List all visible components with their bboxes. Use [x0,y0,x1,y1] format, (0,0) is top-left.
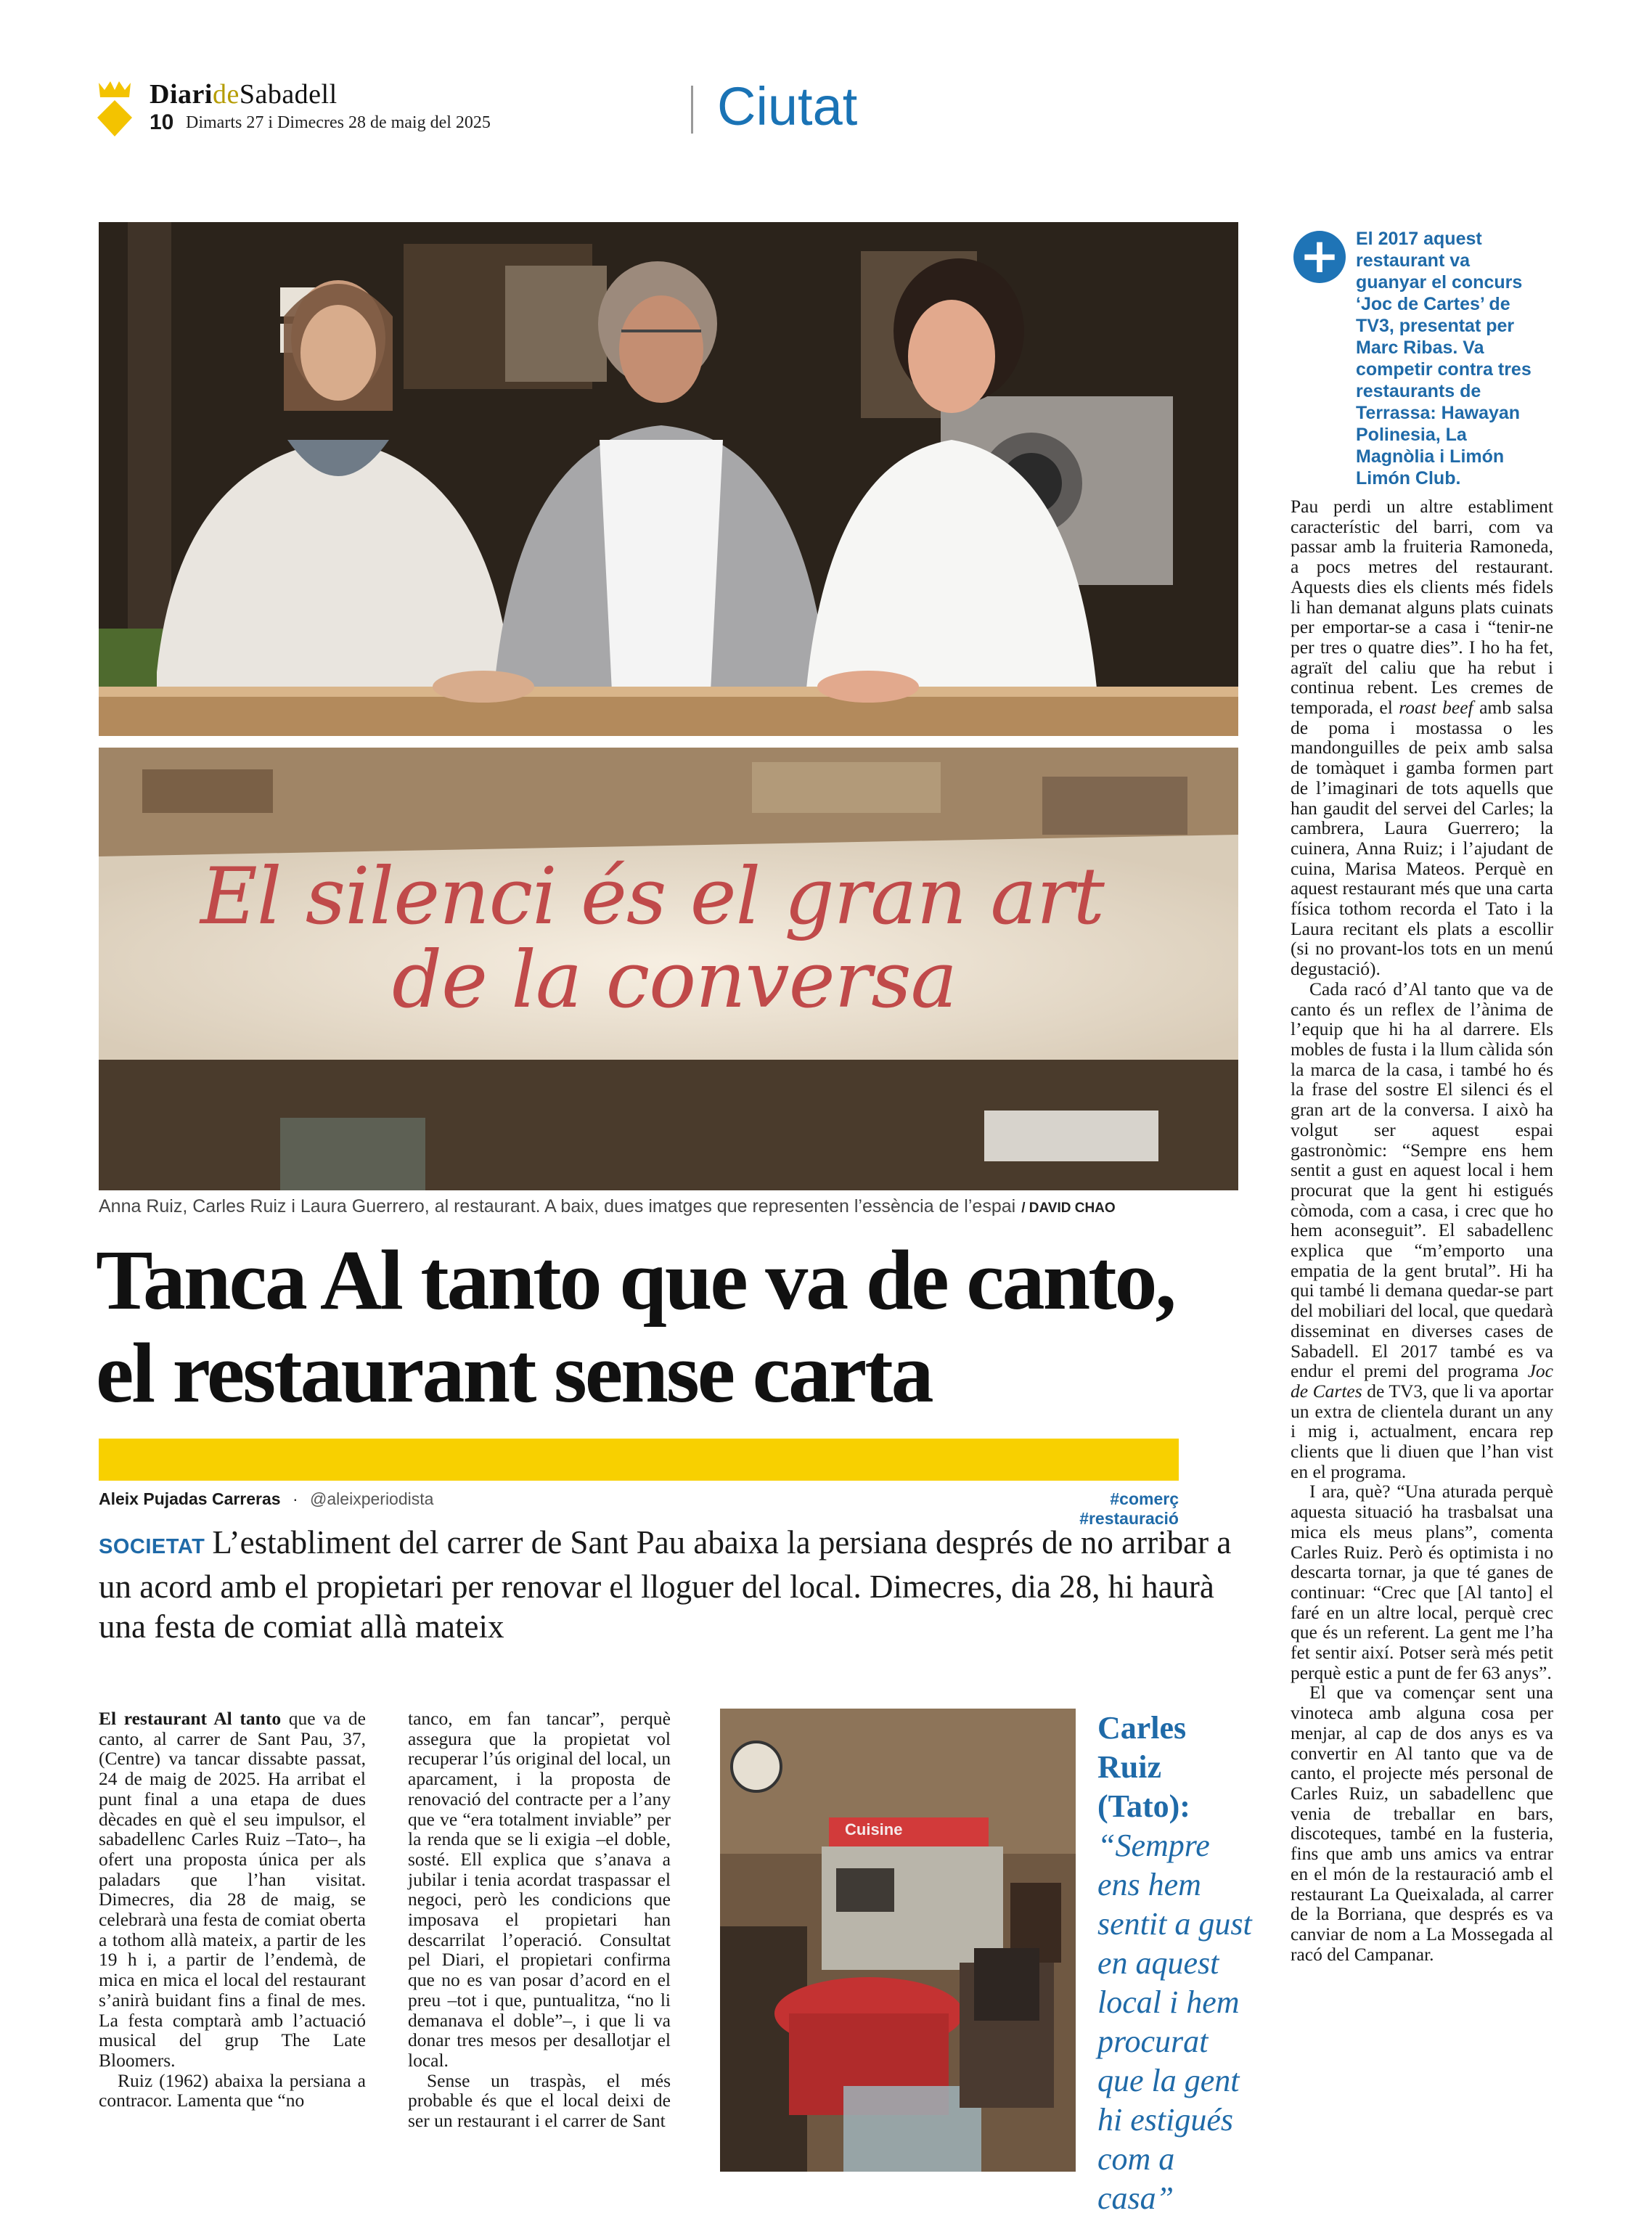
body-column-3: Pau perdi un altre establiment característic del barri, com va passar amb la fruiteria Ramoneda, a pocs metres del restaurant. Aquests dies els clients més fidels li han demanat alguns plats cuinats per emportar-se a casa i “tenir-ne per tres o quatre dies”. I ho ha fet, agraït del caliu que ha rebut i continua rebent. Les cremes de temporada, el roast beef amb salsa de poma i mostassa o les mandonguilles de peix amb salsa de tomàquet i gamba formen part de l’imaginari de tots aquells que han gaudit del servei del Carles; la cambrera, Laura Guerrero; la cuinera, Anna Ruiz; i l’ajudant de cuina, Marisa Mateos. Perquè en aquest restaurant més que una carta física tothom recorda el Tato i la Laura recitant els plats a escollir (si no provant-los tots en un menú degustació). Cada racó d’Al tanto que va de canto és un reflex de l’ànima de l’equip que hi ha al darrere. Els mobles de fusta i la llum càlida són la marca de la casa, i també ho és la frase del sostre El silenci és el gran art de la conversa. I això ha volgut ser aquest espai gastronòmic: “Sempre ens hem sentit a gust en aquest local i hem procurat que la gent hi estigués còmoda, com a casa, i crec que ho hem aconseguit”. El sabadellenc explica que “m’emporto una empatia de la gent brutal”. Hi ha qui també li demana quedar-se part del mobiliari del local, que quedarà disseminat en diverses cases de Sabadell. El 2017 també es va endur el premi del programa Joc de Cartes de TV3, que li va aportar un extra de clientela durant un any i mig i, actualment, encara rep clients que li diuen que l’han vist en el programa. I ara, què? “Una aturada perquè aquesta situació ha trasbalsat una mica els meus plans”, comenta Carles Ruiz. Però és optimista i no descarta tornar, ja que té ganes de continuar: “Crec que [Al tanto] el faré en un altre local, perquè crec que és un referent. La gent me l’ha fet sentir així. Potser serà més petit perquè estic a punt de fer 63 anys”. El que va començar sent una vinoteca amb alguna cosa per menjar, al cap de dos anys es va convertir en Al tanto que va de canto, el projecte més personal de Carles Ruiz, un sabadellenc que venia de treballar en bars, discoteques, també en la fusteria, fins que amb uns amics va entrar en el món de la restauració amb el restaurant La Queixalada, al carrer de la Borriana, que després es va canviar de nom a La Mossegada al racó del Campanar. [1291,496,1553,1965]
article-lead: SOCIETAT L’establiment del carrer de Sant Pau abaixa la persiana després de no arribar a un acord amb el propietari per renovar el lloguer del local. Dimecres, dia 28, hi haurà una festa de comiat allà mateix [99,1524,1232,1645]
cuisine-sign: Cuisine [842,1820,905,1839]
interior-illustration [720,1709,1076,2172]
article-headline: Tanca Al tanto que va de canto, el restaurant sense carta [96,1232,1174,1420]
article-tags: #comerç #restauració [1079,1489,1179,1528]
lead-label: SOCIETAT [99,1535,205,1558]
staff-photo [99,222,1238,736]
body-column-1: El restaurant Al tanto que va de canto, al carrer de Sant Pau, 37, (Centre) va tancar dissabte passat, 24 de maig de 2025. Ha arribat el punt final a una etapa de dues dècades en què el seu impulsor, el sabadellenc Carles Ruiz –Tato–, ha ofert una proposta única per als paladars que l’han visitat. Dimecres, dia 28 de maig, se celebrarà una festa de comiat oberta a tothom allà mateix, a partir de les 19 h i, a partir de l’endemà, de mica en mica el local del restaurant s’anirà buidant fins a final de mes. La festa comptarà amb l’actuació musical del grup The Late Bloomers. Ruiz (1962) abaixa la persiana a contracor. Lamenta que “no [99,1708,366,2111]
quote-text: “Sempre ens hem sentit a gust en aquest local i hem procurat que la gent hi estigués com a casa” [1097,1828,1252,2216]
plus-icon: + [1293,231,1346,283]
headline-underline-bar [99,1439,1179,1481]
author-name: Aleix Pujadas Carreras [99,1489,281,1508]
quote-attribution: Carles Ruiz (Tato): [1097,1710,1190,1824]
issue-date: Dimarts 27 i Dimecres 28 de maig del 2025 [186,113,491,132]
ceiling-inscription-line2: de la conversa [392,935,957,1026]
lead-in: El restaurant Al tanto [99,1708,282,1729]
staff-photo-illustration [99,222,1238,736]
pull-quote [1097,1709,1257,2218]
sidebar-note: El 2017 aquest restaurant va guanyar el concurs ‘Joc de Cartes’ de TV3, presentat per Marc Ribas. Va competir contra tres restaurants de Terrassa: Hawayan Polinesia, La Magnòlia i Limón Limón Club. [1356,229,1532,488]
brand-name: DiarideSabadell [150,79,338,110]
page-number: 10 [150,110,174,134]
byline-separator: · [292,1489,298,1508]
diari-de-sabadell-logo-icon [96,80,134,138]
ceiling-inscription-line1: El silenci és el gran art [200,851,1104,942]
author-handle: @aleixperiodista [310,1489,434,1508]
restaurant-interior-photo [720,1709,1076,2172]
photo-caption: Anna Ruiz, Carles Ruiz i Laura Guerrero, al restaurant. A baix, dues imatges que representen l’essència de l’espai / DAVID CHAO [99,1196,1116,1216]
photo-credit: / DAVID CHAO [1021,1201,1116,1216]
section-title: Ciutat [717,76,858,136]
body-column-2: tanco, em fan tancar”, perquè assegura que la propietat vol recuperar l’ús original del local, un aparcament, i la proposta de renovació del contracte per a l’any que ve “era totalment inviable” per la renda que se li exigia –el doble, sosté. Ell explica que s’anava a jubilar i tenia acordat traspassar el negoci, però les condicions que imposava el propietari han descarrilat l’operació. Consultat pel Diari, el propietari confirma que no es van posar d’acord en el preu –tot i que, puntualitza, “no li demanava el doble”–, i que li va donar tres mesos per desallotjar el local. Sense un traspàs, el més probable és que el local deixi de ser un restaurant i el carrer de Sant [408,1708,671,2132]
byline [99,1489,433,1509]
section-divider [691,86,693,134]
